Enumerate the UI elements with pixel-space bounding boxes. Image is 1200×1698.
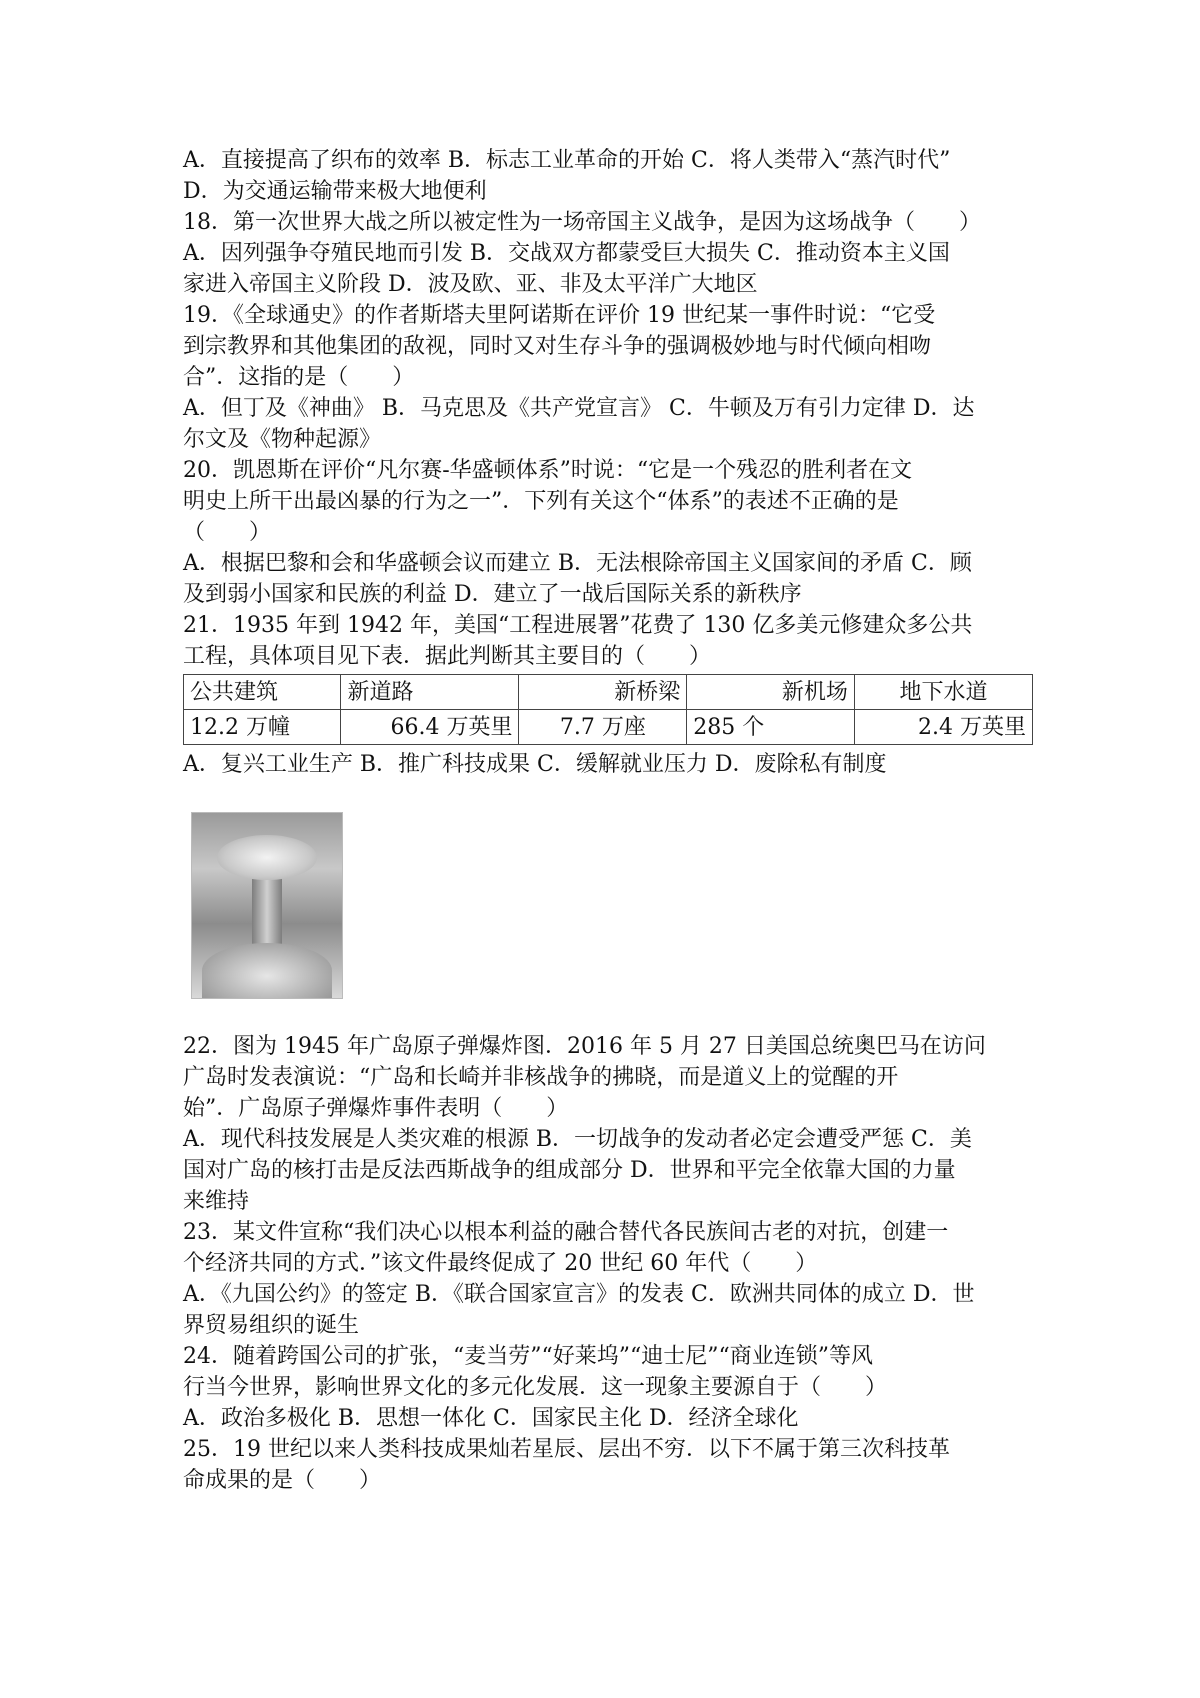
table-row (184, 710, 1033, 745)
table-cell: 新道路 (341, 675, 519, 710)
text-line: 行当今世界，影响世界文化的多元化发展．这一现象主要源自于（ ） (183, 1375, 888, 1400)
text-line: 家进入帝国主义阶段 D．波及欧、亚、非及太平洋广大地区 (183, 272, 758, 297)
text-line: 来维持 (183, 1189, 250, 1214)
text-line: 国对广岛的核打击是反法西斯战争的组成部分 D．世界和平完全依靠大国的力量 (183, 1158, 956, 1183)
public-works-table (183, 674, 1033, 745)
question-22: 22．图为 1945 年广岛原子弹爆炸图．2016 年 5 月 27 日美国总统奥巴马在访问 (183, 1034, 986, 1059)
question-19: 19．《全球通史》的作者斯塔夫里阿诺斯在评价 19 世纪某一事件时说：“它受 (183, 303, 936, 328)
text-block-after-image (183, 1031, 1033, 1496)
text-line: 尔文及《物种起源》 (183, 427, 382, 452)
table-cell: 66.4 万英里 (341, 710, 519, 745)
text-line: 命成果的是（ ） (183, 1468, 382, 1493)
text-line: A．但丁及《神曲》 B．马克思及《共产党宣言》 C．牛顿及万有引力定律 D．达 (183, 396, 975, 421)
text-line: A．根据巴黎和会和华盛顿会议而建立 B．无法根除帝国主义国家间的矛盾 C．顾 (183, 551, 972, 576)
text-line: 界贸易组织的诞生 (183, 1313, 360, 1338)
text-line: （ ） (183, 520, 272, 545)
table-cell: 新机场 (687, 675, 855, 710)
mushroom-cloud-base (202, 943, 332, 998)
question-21: 21．1935 年到 1942 年，美国“工程进展署”花费了 130 亿多美元修建众多公共 (183, 613, 973, 638)
text-line: A．现代科技发展是人类灾难的根源 B．一切战争的发动者必定会遭受严惩 C．美 (183, 1127, 972, 1152)
text-line: 广岛时发表演说：“广岛和长崎并非核战争的拂晓，而是道义上的觉醒的开 (183, 1065, 899, 1090)
question-24: 24．随着跨国公司的扩张，“麦当劳”“好莱坞”“迪士尼”“商业连锁”等风 (183, 1344, 873, 1369)
exam-page (183, 145, 1033, 1496)
text-line: A．因列强争夺殖民地而引发 B．交战双方都蒙受巨大损失 C．推动资本主义国 (183, 241, 950, 266)
table-cell: 7.7 万座 (519, 710, 687, 745)
table-cell: 2.4 万英里 (854, 710, 1032, 745)
atomic-bomb-photo (191, 812, 343, 999)
table-cell: 285 个 (687, 710, 855, 745)
text-line: 工程，具体项目见下表．据此判断其主要目的（ ） (183, 644, 712, 669)
table-cell: 公共建筑 (184, 675, 341, 710)
text-line: A．《九国公约》的签定 B．《联合国家宣言》的发表 C．欧洲共同体的成立 D．世 (183, 1282, 975, 1307)
text-line: D．为交通运输带来极大地便利 (183, 179, 487, 204)
table-header-row (184, 675, 1033, 710)
question-18: 18．第一次世界大战之所以被定性为一场帝国主义战争，是因为这场战争（ ） (183, 210, 981, 235)
question-21-options: A．复兴工业生产 B．推广科技成果 C．缓解就业压力 D．废除私有制度 (183, 752, 887, 777)
table-cell: 新桥梁 (519, 675, 687, 710)
text-line: 合”．这指的是（ ） (183, 365, 415, 390)
text-line: 及到弱小国家和民族的利益 D．建立了一战后国际关系的新秩序 (183, 582, 802, 607)
mushroom-cloud-cap (217, 835, 317, 880)
question-20: 20．凯恩斯在评价“凡尔赛-华盛顿体系”时说：“它是一个残忍的胜利者在文 (183, 458, 913, 483)
table-cell: 地下水道 (854, 675, 1032, 710)
text-line: 到宗教界和其他集团的敌视，同时又对生存斗争的强调极妙地与时代倾向相吻 (183, 334, 932, 359)
text-line: 个经济共同的方式．”该文件最终促成了 20 世纪 60 年代（ ） (183, 1251, 818, 1276)
question-23: 23．某文件宣称“我们决心以根本利益的融合替代各民族间古老的对抗，创建一 (183, 1220, 949, 1245)
text-line: 明史上所干出最凶暴的行为之一”．下列有关这个“体系”的表述不正确的是 (183, 489, 899, 514)
text-line: 始”．广岛原子弹爆炸事件表明（ ） (183, 1096, 569, 1121)
table-cell: 12.2 万幢 (184, 710, 341, 745)
text-line: A．政治多极化 B．思想一体化 C．国家民主化 D．经济全球化 (183, 1406, 799, 1431)
question-25: 25．19 世纪以来人类科技成果灿若星辰、层出不穷．以下不属于第三次科技革 (183, 1437, 950, 1462)
text-block-before-table (183, 145, 1033, 672)
text-line: A．直接提高了织布的效率 B．标志工业革命的开始 C．将人类带入“蒸汽时代” (183, 148, 951, 173)
